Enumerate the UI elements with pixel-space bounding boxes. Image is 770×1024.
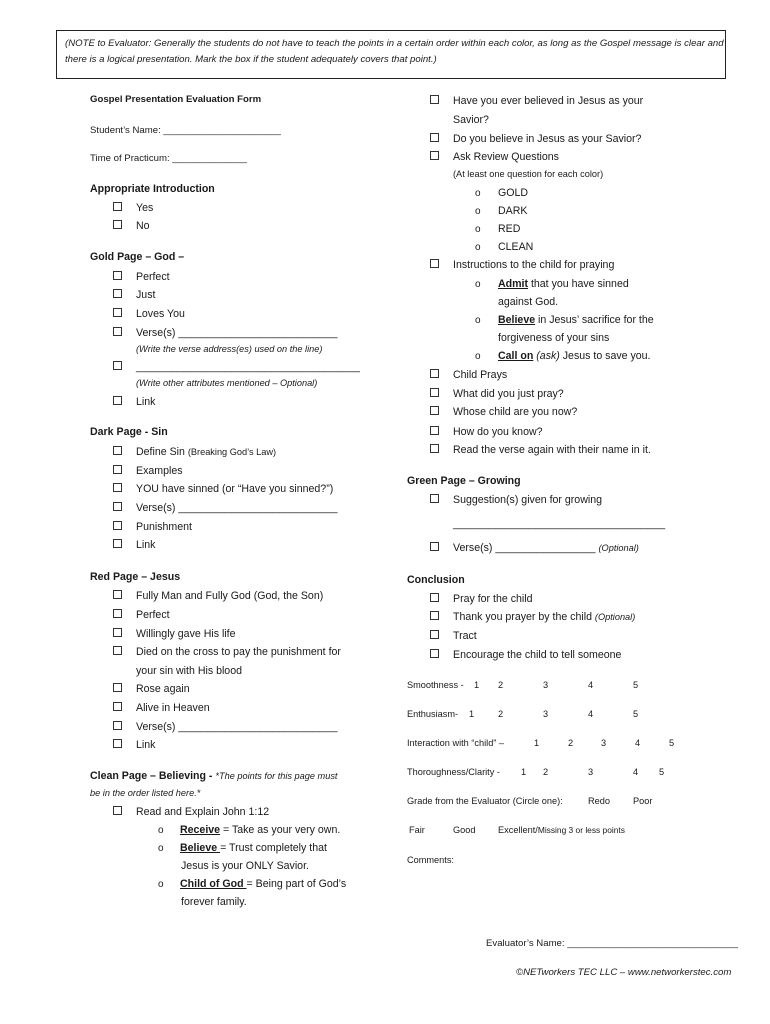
checkbox[interactable] [430, 611, 439, 620]
item-label: Link [136, 539, 156, 551]
checkbox[interactable] [430, 95, 439, 104]
grade-option[interactable]: Fair [409, 825, 425, 835]
rating-label: Interaction with “child” – [407, 738, 505, 748]
item-label: Ask Review Questions [453, 151, 559, 163]
admit-def-cont: against God. [498, 296, 559, 308]
rating-label: Enthusiasm- [407, 709, 459, 719]
color-label: DARK [498, 205, 528, 217]
checkbox[interactable] [430, 133, 439, 142]
rating-option[interactable]: 3 [601, 738, 607, 748]
rating-option[interactable]: 3 [543, 709, 549, 719]
checkbox[interactable] [430, 444, 439, 453]
item-label: Define Sin [136, 446, 185, 458]
item-label: Just [136, 289, 156, 301]
call-note: (ask) [533, 350, 560, 362]
student-name-field[interactable]: Student’s Name: ______________________ [90, 125, 281, 136]
bullet-icon: o [475, 242, 481, 253]
checkbox[interactable] [113, 483, 122, 492]
checkbox[interactable] [113, 539, 122, 548]
believe-def: = Trust completely that [220, 842, 327, 854]
rating-option[interactable]: 4 [588, 709, 594, 719]
checkbox[interactable] [113, 628, 122, 637]
receive-def: = Take as your very own. [220, 824, 341, 836]
rating-option[interactable]: 5 [669, 738, 675, 748]
optional-note: (Optional) [598, 543, 639, 553]
item-label: Died on the cross to pay the punishment for [136, 646, 341, 658]
bullet-icon: o [475, 188, 481, 199]
suggestion-line[interactable]: ____________________________________ [453, 518, 666, 530]
item-label: Alive in Heaven [136, 702, 210, 714]
item-label: Fully Man and Fully God (God, the Son) [136, 590, 324, 602]
believe-def-cont: forgiveness of your sins [498, 332, 610, 344]
item-label: Whose child are you now? [453, 406, 578, 418]
item-label: Link [136, 739, 156, 751]
item-label-cont: your sin with His blood [136, 665, 242, 677]
checkbox[interactable] [113, 739, 122, 748]
checkbox[interactable] [113, 646, 122, 655]
grade-label: Grade from the Evaluator (Circle one): [407, 796, 563, 806]
item-label: Perfect [136, 609, 170, 621]
rating-option[interactable]: 1 [469, 709, 475, 719]
clean-note-cont: be in the order listed here.* [90, 788, 201, 798]
bullet-icon: o [475, 315, 481, 326]
rating-option[interactable]: 5 [633, 680, 639, 690]
rating-option[interactable]: 2 [498, 709, 504, 719]
checkbox[interactable] [430, 259, 439, 268]
green-heading: Green Page – Growing [407, 475, 521, 487]
item-label: Read the verse again with their name in it. [453, 444, 651, 456]
item-label: No [136, 220, 150, 232]
rating-option[interactable]: 2 [498, 680, 504, 690]
checkbox[interactable] [430, 426, 439, 435]
color-label: GOLD [498, 187, 529, 199]
rating-option[interactable]: 1 [474, 680, 480, 690]
believe-term: Believe [180, 842, 221, 854]
bullet-icon: o [475, 206, 481, 217]
item-label: Link [136, 396, 156, 408]
item-label: Encourage the child to tell someone [453, 649, 622, 661]
checkbox[interactable] [430, 369, 439, 378]
form-title: Gospel Presentation Evaluation Form [90, 94, 262, 105]
checkbox[interactable] [430, 388, 439, 397]
clean-note: *The points for this page must [215, 771, 338, 781]
grade-option[interactable]: Excellent/ [498, 825, 538, 835]
item-label: Tract [453, 630, 477, 642]
item-label: What did you just pray? [453, 388, 564, 400]
checkbox[interactable] [113, 590, 122, 599]
verse-note: (Write the verse address(es) used on the line) [136, 344, 323, 354]
clean-heading: Clean Page – Believing - [90, 770, 216, 782]
rating-label: Thoroughness/Clarity - [407, 767, 500, 777]
checkbox[interactable] [113, 702, 122, 711]
item-label: Verse(s) ___________________________ [136, 721, 338, 733]
item-label: Suggestion(s) given for growing [453, 494, 602, 506]
checkbox[interactable] [113, 609, 122, 618]
child-term: Child of God [180, 878, 247, 890]
item-label-cont: Savior? [453, 114, 489, 126]
conclusion-heading: Conclusion [407, 574, 465, 586]
grade-option[interactable]: Redo [588, 796, 610, 806]
red-heading: Red Page – Jesus [90, 571, 181, 583]
item-label: Perfect [136, 271, 170, 283]
define-note: (Breaking God’s Law) [187, 447, 277, 457]
checkbox[interactable] [113, 361, 122, 370]
item-label: Verse(s) _________________ [453, 542, 596, 554]
item-label: Instructions to the child for praying [453, 259, 615, 271]
checkbox[interactable] [113, 502, 122, 511]
item-label: Have you ever believed in Jesus as your [453, 95, 644, 107]
believe-term: Believe [498, 314, 536, 326]
rating-option[interactable]: 3 [588, 767, 594, 777]
checkbox[interactable] [430, 593, 439, 602]
evaluator-name-field[interactable]: Evaluator’s Name: ________________________________ [486, 938, 738, 949]
copyright: ©NETworkers TEC LLC – www.networkerstec.com [516, 967, 732, 978]
rating-option[interactable]: 1 [534, 738, 540, 748]
checkbox[interactable] [113, 721, 122, 730]
rating-option[interactable]: 2 [568, 738, 574, 748]
item-label: Punishment [136, 521, 192, 533]
bullet-icon: o [475, 351, 481, 362]
checkbox[interactable] [113, 220, 122, 229]
child-def: = Being part of God’s [246, 878, 347, 890]
item-label: Pray for the child [453, 593, 533, 605]
call-def: Jesus to save you. [559, 350, 651, 362]
receive-term: Receive [180, 824, 221, 836]
checkbox[interactable] [430, 649, 439, 658]
item-label: YOU have sinned (or “Have you sinned?”) [136, 483, 334, 495]
checkbox[interactable] [113, 683, 122, 692]
checkbox[interactable] [113, 202, 122, 211]
believe-def: in Jesus’ sacrifice for the [535, 314, 654, 326]
item-label: Examples [136, 465, 183, 477]
item-label: Read and Explain John 1:12 [136, 806, 270, 818]
item-label: How do you know? [453, 426, 543, 438]
comments-label: Comments: [407, 855, 454, 865]
grade-note: Missing 3 or less points [537, 825, 625, 835]
item-label: Thank you prayer by the child [453, 611, 595, 623]
checkbox[interactable] [430, 542, 439, 551]
rating-option[interactable]: 2 [543, 767, 549, 777]
grade-option[interactable]: Good [453, 825, 476, 835]
item-label: Willingly gave His life [136, 628, 236, 640]
optional-note: (Optional) [594, 612, 636, 622]
admit-def: that you have sinned [528, 278, 629, 290]
child-def-cont: forever family. [181, 896, 247, 908]
bullet-icon: o [475, 224, 481, 235]
item-label: Verse(s) ___________________________ [136, 502, 338, 514]
item-label: Child Prays [453, 369, 508, 381]
rating-option[interactable]: 5 [659, 767, 665, 777]
checkbox[interactable] [430, 406, 439, 415]
checkbox[interactable] [113, 271, 122, 280]
checkbox[interactable] [113, 327, 122, 336]
checkbox[interactable] [113, 289, 122, 298]
checkbox[interactable] [113, 465, 122, 474]
evaluator-note: (NOTE to Evaluator: Generally the students do not have to teach the points in a certain order within each color, as long as the Gospel message is clear and there is a logical presentation. Mark the box if the student adequately covers that point.) [56, 30, 726, 79]
bullet-icon: o [475, 279, 481, 290]
item-label: Do you believe in Jesus as your Savior? [453, 133, 642, 145]
checkbox[interactable] [113, 396, 122, 405]
rating-option[interactable]: 4 [588, 680, 594, 690]
bullet-icon: o [158, 879, 164, 890]
item-label: Rose again [136, 683, 190, 695]
dark-heading: Dark Page - Sin [90, 426, 168, 438]
admit-term: Admit [498, 278, 529, 290]
grade-option[interactable]: Poor [633, 796, 653, 806]
blank-line[interactable]: ______________________________________ [136, 361, 360, 373]
color-label: CLEAN [498, 241, 534, 253]
bullet-icon: o [158, 825, 164, 836]
gold-heading: Gold Page – God – [90, 251, 185, 263]
call-term: Call on [498, 350, 534, 362]
item-label: Verse(s) ___________________________ [136, 327, 338, 339]
checkbox[interactable] [113, 308, 122, 317]
rating-label: Smoothness - [407, 680, 464, 690]
believe-def-cont: Jesus is your ONLY Savior. [181, 860, 309, 872]
intro-heading: Appropriate Introduction [90, 183, 215, 195]
checkbox[interactable] [113, 446, 122, 455]
time-field[interactable]: Time of Practicum: ______________ [90, 153, 247, 164]
checkbox[interactable] [113, 806, 122, 815]
checkbox[interactable] [430, 151, 439, 160]
color-label: RED [498, 223, 521, 235]
checkbox[interactable] [430, 494, 439, 503]
item-label: Loves You [136, 308, 185, 320]
checkbox[interactable] [430, 630, 439, 639]
rating-option[interactable]: 4 [633, 767, 639, 777]
rating-option[interactable]: 4 [635, 738, 641, 748]
item-label: Yes [136, 202, 154, 214]
rating-option[interactable]: 3 [543, 680, 549, 690]
bullet-icon: o [158, 843, 164, 854]
checkbox[interactable] [113, 521, 122, 530]
rating-option[interactable]: 5 [633, 709, 639, 719]
review-note: (At least one question for each color) [453, 169, 604, 179]
attributes-note: (Write other attributes mentioned – Optional) [136, 378, 318, 388]
rating-option[interactable]: 1 [521, 767, 527, 777]
